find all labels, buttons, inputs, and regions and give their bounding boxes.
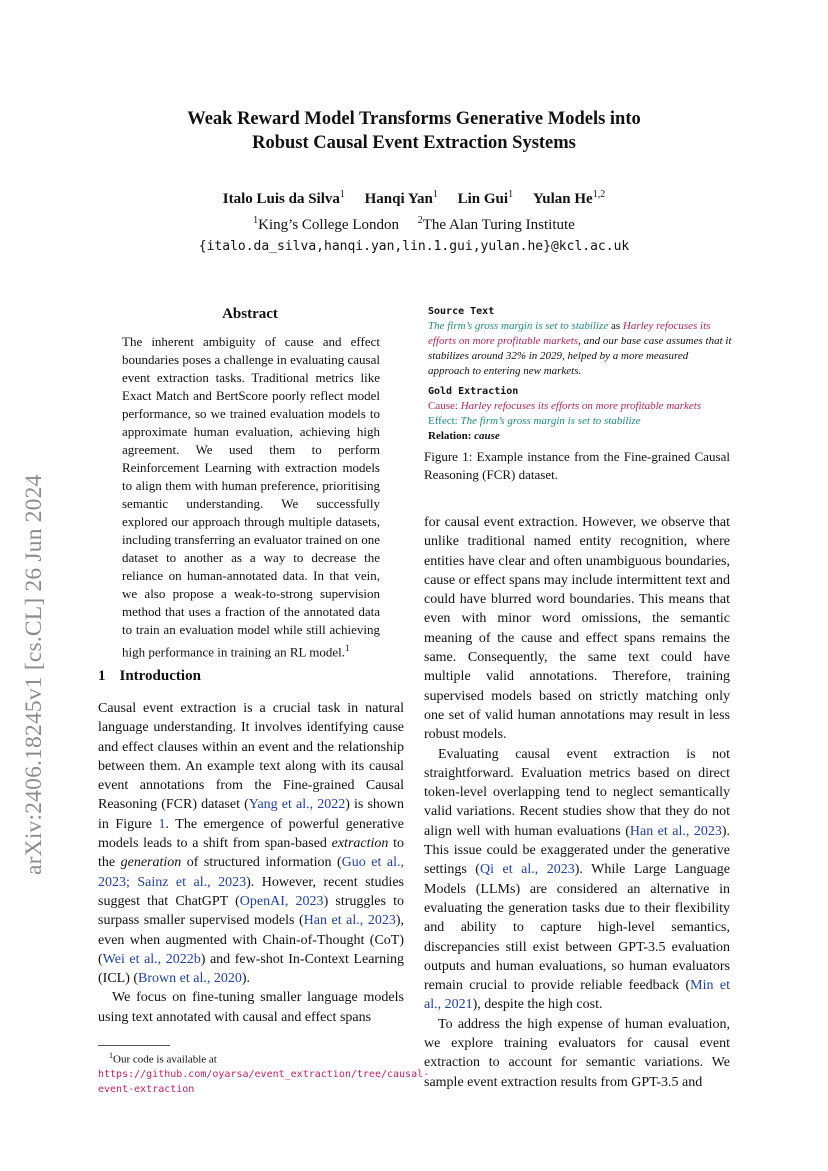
citation-link[interactable]: Min et al., 2021 bbox=[424, 978, 730, 1013]
author-block bbox=[100, 184, 728, 257]
right-paragraph-3: To address the high expense of human evaluation, we explore training evaluators for causal event extraction to account for semantic variations. We sample event extraction results from GPT-3.5 and bbox=[424, 1016, 730, 1090]
paragraph-text-run: ). While Large Language Models (LLMs) are considered an alternative in evaluating the generation tasks due to their flexibility and ability to capture high-level semantics, discrepancies still exist between GPT-3.5 evaluation outputs and human evaluations, so human evaluators remain crucial to provide reliable feedback ( bbox=[424, 862, 730, 994]
citation-link[interactable]: OpenAI, 2023 bbox=[239, 893, 324, 909]
paragraph-text-run: . The emergence of powerful generative models leads to a shift from span-based bbox=[98, 816, 404, 852]
paragraph-text-run: to the bbox=[98, 836, 404, 871]
code-url-link[interactable]: https://github.com/oyarsa/event_extraction/tree/causal-event-extraction bbox=[98, 1068, 430, 1095]
footnote: $^1$Our code is available at https://github.com/oyarsa/event_extraction/tree/causal-event-extraction bbox=[98, 1051, 430, 1095]
citation-link[interactable]: 1 bbox=[158, 816, 166, 832]
intro-paragraph-1 bbox=[98, 699, 404, 988]
source-text-label: Source Text bbox=[428, 306, 495, 317]
paragraph-text-run: ). This issue could be exaggerated under the generative settings ( bbox=[424, 823, 730, 878]
citation-link[interactable]: Guo et al., 2023; Sainz et al., 2023 bbox=[98, 855, 404, 890]
paragraph-text-run: ), even when augmented with Chain-of-Thought (CoT) ( bbox=[98, 913, 404, 967]
abstract-body: The inherent ambiguity of cause and effect boundaries poses a challenge in evaluating causal event extraction tasks. Traditional metrics like Exact Match and BertScore poorly reflect model performance, so we trained evaluation models to approximate human evaluation, achieving high agreement. We used them to perform Reinforcement Learning with extraction models to align them with human preference, prioritising semantic understanding. We successfully explored our approach through multiple datasets, including transferring an evaluator trained on one dataset to another as a way to decrease the reliance on human-annotated data. In that vein, we also propose a weak-to-strong supervision method that uses a fraction of the annotated data to train an evaluation model while still achieving high performance in training an RL model.$^1$ bbox=[122, 334, 380, 660]
figure-1-example bbox=[428, 304, 732, 444]
paragraph-text-run: ). However, recent studies suggest that ChatGPT ( bbox=[98, 874, 405, 909]
right-column-body bbox=[424, 513, 730, 1092]
source-text: The firm’s gross margin is set to stabilize as Harley refocuses its efforts on more profitable markets, and our base case assumes that it stabilizes around 32% in 2029, helped by a more measured approach to entering new markets. bbox=[428, 320, 732, 377]
affiliation: The Alan Turing Institute bbox=[422, 217, 575, 233]
paragraph-text-run: ) is shown in Figure bbox=[98, 797, 404, 832]
affiliations: $^1$King’s College London $^2$The Alan Turing Institute bbox=[253, 215, 575, 233]
arxiv-side-stamp bbox=[0, 0, 47, 875]
footnote-mark: 1 bbox=[344, 643, 350, 653]
figure-caption: Figure 1: Example instance from the Fine-grained Causal Reasoning (FCR) dataset. bbox=[424, 449, 730, 482]
author: Hanqi Yan$^1$ bbox=[364, 189, 438, 207]
citation-link[interactable]: Han et al., 2023 bbox=[303, 913, 396, 929]
left-column-body bbox=[98, 699, 404, 1027]
section-number: 1 bbox=[98, 668, 106, 684]
citation-link[interactable]: Qi et al., 2023 bbox=[479, 862, 575, 878]
emphasis-text: generation bbox=[120, 855, 182, 871]
title-line-2: Robust Causal Event Extraction Systems bbox=[252, 133, 576, 153]
paragraph-text-run: ) and few-shot In-Context Learning (ICL) ( bbox=[98, 951, 404, 987]
footnote-rule bbox=[98, 1045, 170, 1046]
intro-paragraph-2: We focus on fine-tuning smaller language models using text annotated with causal and effect spans bbox=[98, 990, 404, 1025]
right-paragraph-2 bbox=[424, 745, 730, 1015]
section-title: Introduction bbox=[119, 668, 201, 684]
section-heading-introduction bbox=[98, 668, 201, 685]
author: Yulan He$^{1,2}$ bbox=[532, 189, 606, 207]
paragraph-text-run: ) struggles to surpass smaller supervised models ( bbox=[98, 893, 404, 929]
relation-line: Relation: cause bbox=[428, 430, 500, 442]
emphasis-text: extraction bbox=[331, 836, 389, 852]
paragraph-text-run: ). bbox=[241, 971, 251, 987]
gold-extraction-label: Gold Extraction bbox=[428, 386, 519, 397]
citation-link[interactable]: Brown et al., 2020 bbox=[138, 971, 242, 987]
cause-line: Cause: Harley refocuses its efforts on more profitable markets bbox=[428, 400, 702, 412]
citation-link[interactable]: Wei et al., 2022b bbox=[102, 951, 201, 967]
arxiv-identifier: arXiv:2406.18245v1 [cs.CL] 26 Jun 2024 bbox=[21, 474, 47, 875]
abstract-heading: Abstract bbox=[222, 306, 278, 322]
paragraph-text-run: ), despite the high cost. bbox=[472, 997, 603, 1013]
affiliation: King’s College London bbox=[258, 217, 399, 233]
paragraph-text-run: Evaluating causal event extraction is not straightforward. Evaluation metrics based on direct token-level overlapping tend to neglect semantically valid variations. Recent studies show that they do not align well with human evaluations ( bbox=[424, 746, 730, 839]
paper-title bbox=[100, 107, 728, 155]
author-emails: {italo.da_silva,hanqi.yan,lin.1.gui,yulan.he}@kcl.ac.uk bbox=[198, 239, 630, 254]
paragraph-text-run: Causal event extraction is a crucial task in natural language understanding. It involves identifying cause and effect clauses within an event and the relationship between them. An example text along with its causal event annotations from the Fine-grained Causal Reasoning (FCR) dataset ( bbox=[98, 701, 404, 813]
citation-link[interactable]: Yang et al., 2022 bbox=[248, 797, 346, 813]
right-paragraph-1: for causal event extraction. However, we observe that unlike traditional named entity recognition, where entities have clear and often unambiguous boundaries, cause or effect spans may include intermittent text and could have blurred word boundaries. This means that even with minor word omissions, the semantic meaning of the cause and effect spans remains the same. Consequently, the same text could have multiple valid annotations. Therefore, training supervised models based on strictly matching only one set of valid human annotations may result in less robust models. bbox=[424, 515, 730, 743]
author-names bbox=[100, 184, 728, 210]
author: Italo Luis da Silva$^1$ bbox=[222, 189, 345, 207]
effect-line: Effect: The firm’s gross margin is set to stabilize bbox=[428, 415, 641, 427]
author: Lin Gui$^1$ bbox=[457, 189, 514, 207]
citation-link[interactable]: Han et al., 2023 bbox=[629, 823, 722, 839]
title-line-1: Weak Reward Model Transforms Generative Models into bbox=[187, 109, 641, 129]
paragraph-text-run: of structured information ( bbox=[181, 855, 342, 871]
